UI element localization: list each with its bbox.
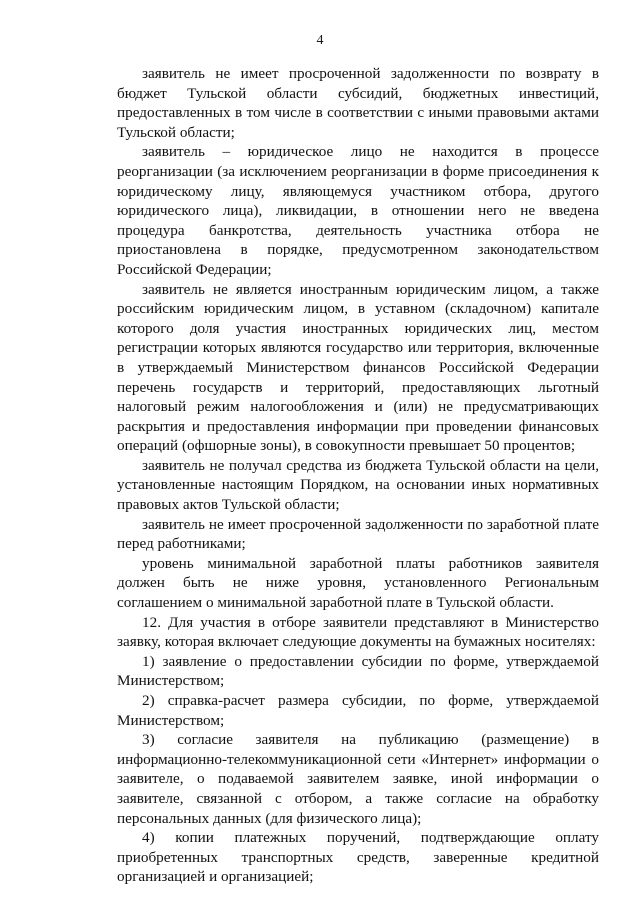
paragraph-section-12: 12. Для участия в отборе заявители представляют в Министерство заявку, которая включает следующие документы на бумажных носителях: xyxy=(117,613,599,651)
list-item-4-payment-orders: 4) копии платежных поручений, подтверждающие оплату приобретенных транспортных средств, заверенные кредитной организацией и организацией; xyxy=(117,829,599,886)
list-item-3-consent: 3) согласие заявителя на публикацию (размещение) в информационно-телекоммуникационной сети «Интернет» информации о заявителе, о подаваемой заявителем заявке, иной информации о заявителе, связанной с отбором, а также согласие на обработку персональных данных (для физического лица); xyxy=(117,731,599,827)
document-body xyxy=(117,64,599,887)
paragraph-minimum-wage: уровень минимальной заработной платы работников заявителя должен быть не ниже уровня, установленного Региональным соглашением о минимальной заработной плате в Тульской области. xyxy=(117,554,599,612)
page-number: 4 xyxy=(316,33,324,48)
paragraph-no-reorganization: заявитель – юридическое лицо не находится в процессе реорганизации (за исключением реорганизации в форме присоединения к юридическому лицу, являющемуся участником отбора, другого юридического лица), ликвидации, в отношении него не введена процедура банкротства, деятельность участника отбора не приостановлена в порядке, предусмотренном законодательством Российской Федерации; xyxy=(117,143,599,278)
paragraph-no-debt-subsidies: заявитель не имеет просроченной задолженности по возврату в бюджет Тульской области субсидий, бюджетных инвестиций, предоставленных в том числе в соответствии с иными правовыми актами Тульской области; xyxy=(117,65,599,141)
paragraph-no-other-funds: заявитель не получал средства из бюджета Тульской области на цели, установленные настоящим Порядком, на основании иных нормативных правовых актов Тульской области; xyxy=(117,456,599,514)
list-item-1-application: 1) заявление о предоставлении субсидии по форме, утверждаемой Министерством; xyxy=(117,652,599,690)
list-item-2-calculation: 2) справка-расчет размера субсидии, по форме, утверждаемой Министерством; xyxy=(117,692,599,729)
paragraph-not-foreign-entity: заявитель не является иностранным юридическим лицом, а также российским юридическим лицом, в уставном (складочном) капитале которого доля участия иностранных юридических лиц, местом регистрации которых являются государство или территория, включенные в утверждаемый Министерством финансов Российской Федерации перечень государств и территорий, предоставляющих льготный налоговый режим налогообложения и (или) не предусматривающих раскрытия и предоставления информации при проведении финансовых операций (офшорные зоны), в совокупности превышает 50 процентов; xyxy=(117,280,599,455)
paragraph-no-wage-debt: заявитель не имеет просроченной задолженности по заработной плате перед работниками; xyxy=(117,515,599,553)
